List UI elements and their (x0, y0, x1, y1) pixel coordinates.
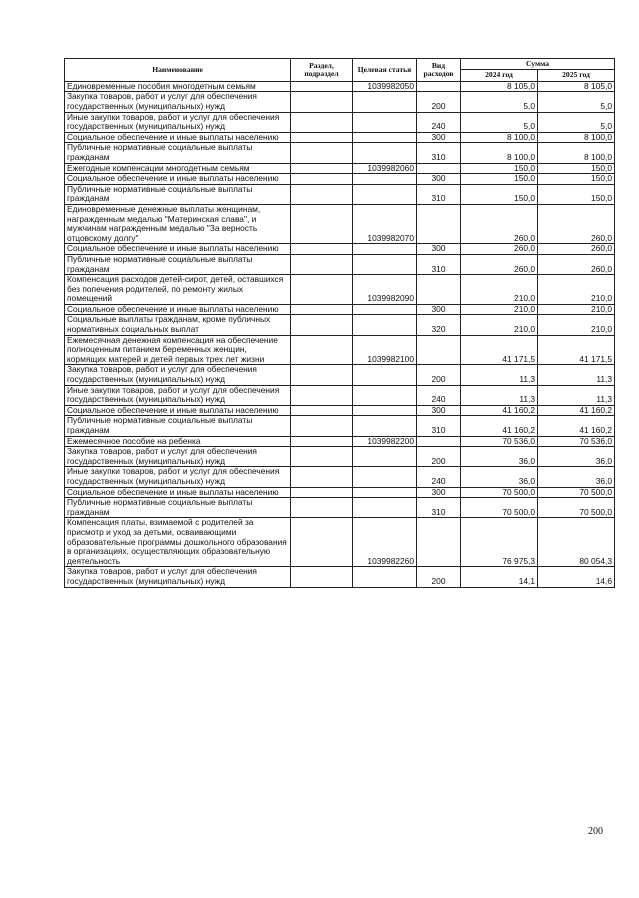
row-target (353, 304, 417, 315)
table-row (65, 174, 615, 185)
row-target: 1039982100 (353, 335, 417, 365)
row-section (291, 132, 353, 143)
row-target (353, 447, 417, 467)
row-2024: 8 100,0 (461, 132, 538, 143)
row-2025: 8 100,0 (538, 143, 615, 163)
row-type: 200 (417, 567, 461, 587)
row-name: Публичные нормативные социальные выплаты гражданам (65, 184, 291, 204)
row-type: 310 (417, 184, 461, 204)
row-section (291, 254, 353, 274)
header-sum: Сумма (461, 59, 615, 70)
table-row (65, 275, 615, 305)
row-2025: 70 536,0 (538, 436, 615, 447)
table-row (65, 487, 615, 498)
row-2025: 36,0 (538, 467, 615, 487)
row-target (353, 567, 417, 587)
row-type: 300 (417, 244, 461, 255)
row-target (353, 184, 417, 204)
row-2025: 5,0 (538, 112, 615, 132)
row-section (291, 184, 353, 204)
row-target: 1039982060 (353, 163, 417, 174)
row-name: Ежемесячное пособие на ребенка (65, 436, 291, 447)
table-row (65, 498, 615, 518)
row-section (291, 518, 353, 567)
row-name: Публичные нормативные социальные выплаты гражданам (65, 416, 291, 436)
row-name: Единовременные денежные выплаты женщинам, награжденным медалью "Материнская слава", и мужчинам награжденным медалью "За верность отцовскому долгу" (65, 204, 291, 243)
row-2024: 11,3 (461, 385, 538, 405)
table-row (65, 385, 615, 405)
row-section (291, 244, 353, 255)
row-2025: 150,0 (538, 184, 615, 204)
row-target: 1039982200 (353, 436, 417, 447)
row-2024: 36,0 (461, 447, 538, 467)
row-section (291, 365, 353, 385)
row-section (291, 567, 353, 587)
row-name: Социальное обеспечение и иные выплаты населению (65, 487, 291, 498)
row-name: Компенсация платы, взимаемой с родителей за присмотр и уход за детьми, осваивающими образовательные программы дошкольного образования в организациях, осуществляющих образовательную деятельность (65, 518, 291, 567)
table-row (65, 405, 615, 416)
row-section (291, 405, 353, 416)
table-row (65, 143, 615, 163)
row-type (417, 518, 461, 567)
row-2025: 36,0 (538, 447, 615, 467)
row-2024: 150,0 (461, 184, 538, 204)
row-2024: 210,0 (461, 304, 538, 315)
row-target (353, 498, 417, 518)
row-type (417, 204, 461, 243)
header-target: Целевая статья (353, 59, 417, 82)
row-target (353, 416, 417, 436)
table-body (65, 81, 615, 587)
row-section (291, 315, 353, 335)
row-type (417, 275, 461, 305)
row-section (291, 163, 353, 174)
row-target (353, 244, 417, 255)
table-row (65, 416, 615, 436)
row-2024: 70 500,0 (461, 487, 538, 498)
row-2024: 70 500,0 (461, 498, 538, 518)
row-2024: 41 160,2 (461, 405, 538, 416)
row-2024: 36,0 (461, 467, 538, 487)
row-2024: 76 975,3 (461, 518, 538, 567)
row-2025: 41 171,5 (538, 335, 615, 365)
header-name: Наименование (65, 59, 291, 82)
row-name: Ежемесячная денежная компенсация на обеспечение полноценным питанием беременных женщин, кормящих матерей и детей первых трех лет жизни (65, 335, 291, 365)
row-type: 300 (417, 132, 461, 143)
row-section (291, 436, 353, 447)
row-type (417, 81, 461, 92)
row-2025: 5,0 (538, 92, 615, 112)
header-year-2025: 2025 год (538, 70, 615, 81)
row-type (417, 335, 461, 365)
row-section (291, 143, 353, 163)
row-section (291, 81, 353, 92)
row-target (353, 143, 417, 163)
row-target (353, 467, 417, 487)
row-type: 310 (417, 498, 461, 518)
row-name: Социальное обеспечение и иные выплаты населению (65, 132, 291, 143)
row-target (353, 132, 417, 143)
row-type: 300 (417, 487, 461, 498)
row-2025: 11,3 (538, 385, 615, 405)
row-type: 310 (417, 416, 461, 436)
row-2025: 210,0 (538, 315, 615, 335)
row-type (417, 436, 461, 447)
row-2024: 210,0 (461, 275, 538, 305)
row-2024: 8 100,0 (461, 143, 538, 163)
row-section (291, 335, 353, 365)
row-type: 300 (417, 405, 461, 416)
row-target: 1039982050 (353, 81, 417, 92)
row-2025: 80 054,3 (538, 518, 615, 567)
table-row (65, 132, 615, 143)
row-section (291, 498, 353, 518)
row-type: 300 (417, 174, 461, 185)
row-name: Социальное обеспечение и иные выплаты населению (65, 244, 291, 255)
row-2025: 260,0 (538, 204, 615, 243)
row-type: 200 (417, 92, 461, 112)
row-2025: 260,0 (538, 244, 615, 255)
table-row (65, 315, 615, 335)
row-type: 320 (417, 315, 461, 335)
row-name: Закупка товаров, работ и услуг для обеспечения государственных (муниципальных) нужд (65, 365, 291, 385)
row-2025: 70 500,0 (538, 487, 615, 498)
header-year-2024: 2024 год (461, 70, 538, 81)
row-2025: 260,0 (538, 254, 615, 274)
row-2024: 260,0 (461, 254, 538, 274)
row-target (353, 174, 417, 185)
row-type: 200 (417, 447, 461, 467)
table-row (65, 112, 615, 132)
table-row (65, 244, 615, 255)
row-target (353, 92, 417, 112)
budget-sheet (64, 58, 614, 588)
row-2024: 70 536,0 (461, 436, 538, 447)
row-2025: 70 500,0 (538, 498, 615, 518)
row-2025: 8 100,0 (538, 132, 615, 143)
row-name: Социальное обеспечение и иные выплаты населению (65, 405, 291, 416)
row-type: 240 (417, 385, 461, 405)
row-name: Иные закупки товаров, работ и услуг для обеспечения государственных (муниципальных) нужд (65, 467, 291, 487)
table-row (65, 467, 615, 487)
row-2025: 210,0 (538, 275, 615, 305)
row-2024: 150,0 (461, 163, 538, 174)
row-2025: 150,0 (538, 163, 615, 174)
row-2024: 5,0 (461, 92, 538, 112)
row-type: 300 (417, 304, 461, 315)
budget-table (64, 58, 615, 588)
row-section (291, 204, 353, 243)
row-type: 310 (417, 254, 461, 274)
table-row (65, 92, 615, 112)
row-target: 1039982070 (353, 204, 417, 243)
row-section (291, 385, 353, 405)
table-row (65, 304, 615, 315)
row-target: 1039982090 (353, 275, 417, 305)
table-row (65, 567, 615, 587)
table-row (65, 518, 615, 567)
table-row (65, 254, 615, 274)
row-name: Единовременные пособия многодетным семьям (65, 81, 291, 92)
row-name: Закупка товаров, работ и услуг для обеспечения государственных (муниципальных) нужд (65, 92, 291, 112)
table-row (65, 163, 615, 174)
row-target: 1039982260 (353, 518, 417, 567)
row-2025: 41 160,2 (538, 416, 615, 436)
row-name: Компенсация расходов детей-сирот, детей, оставшихся без попечения родителей, по ремонту жилых помещений (65, 275, 291, 305)
row-2025: 11,3 (538, 365, 615, 385)
row-2024: 150,0 (461, 174, 538, 185)
header-section: Раздел, подраздел (291, 59, 353, 82)
table-row (65, 436, 615, 447)
row-2024: 260,0 (461, 204, 538, 243)
row-name: Иные закупки товаров, работ и услуг для обеспечения государственных (муниципальных) нужд (65, 112, 291, 132)
row-2024: 210,0 (461, 315, 538, 335)
row-2025: 41 160,2 (538, 405, 615, 416)
table-row (65, 365, 615, 385)
row-2024: 260,0 (461, 244, 538, 255)
row-name: Иные закупки товаров, работ и услуг для обеспечения государственных (муниципальных) нужд (65, 385, 291, 405)
row-2025: 14,6 (538, 567, 615, 587)
row-2025: 210,0 (538, 304, 615, 315)
row-type: 240 (417, 112, 461, 132)
row-name: Социальное обеспечение и иные выплаты населению (65, 304, 291, 315)
table-row (65, 184, 615, 204)
row-name: Социальные выплаты гражданам, кроме публичных нормативных социальных выплат (65, 315, 291, 335)
row-name: Публичные нормативные социальные выплаты гражданам (65, 498, 291, 518)
row-target (353, 405, 417, 416)
page-number: 200 (588, 826, 603, 837)
row-section (291, 416, 353, 436)
row-section (291, 467, 353, 487)
row-section (291, 112, 353, 132)
table-row (65, 335, 615, 365)
row-name: Закупка товаров, работ и услуг для обеспечения государственных (муниципальных) нужд (65, 447, 291, 467)
row-type (417, 163, 461, 174)
row-section (291, 447, 353, 467)
row-2024: 11,3 (461, 365, 538, 385)
row-target (353, 487, 417, 498)
row-name: Ежегодные компенсации многодетным семьям (65, 163, 291, 174)
row-type: 200 (417, 365, 461, 385)
row-2025: 150,0 (538, 174, 615, 185)
row-target (353, 365, 417, 385)
row-section (291, 174, 353, 185)
row-type: 240 (417, 467, 461, 487)
row-section (291, 487, 353, 498)
row-2024: 41 171,5 (461, 335, 538, 365)
row-name: Социальное обеспечение и иные выплаты населению (65, 174, 291, 185)
row-target (353, 385, 417, 405)
row-name: Публичные нормативные социальные выплаты гражданам (65, 143, 291, 163)
row-2025: 8 105,0 (538, 81, 615, 92)
row-2024: 41 160,2 (461, 416, 538, 436)
table-row (65, 204, 615, 243)
row-type: 310 (417, 143, 461, 163)
header-type: Вид расходов (417, 59, 461, 82)
row-section (291, 275, 353, 305)
row-target (353, 315, 417, 335)
row-2024: 5,0 (461, 112, 538, 132)
table-row (65, 447, 615, 467)
row-name: Публичные нормативные социальные выплаты гражданам (65, 254, 291, 274)
row-2024: 8 105,0 (461, 81, 538, 92)
row-section (291, 92, 353, 112)
row-name: Закупка товаров, работ и услуг для обеспечения государственных (муниципальных) нужд (65, 567, 291, 587)
row-target (353, 112, 417, 132)
row-2024: 14,1 (461, 567, 538, 587)
row-target (353, 254, 417, 274)
table-row (65, 81, 615, 92)
row-section (291, 304, 353, 315)
